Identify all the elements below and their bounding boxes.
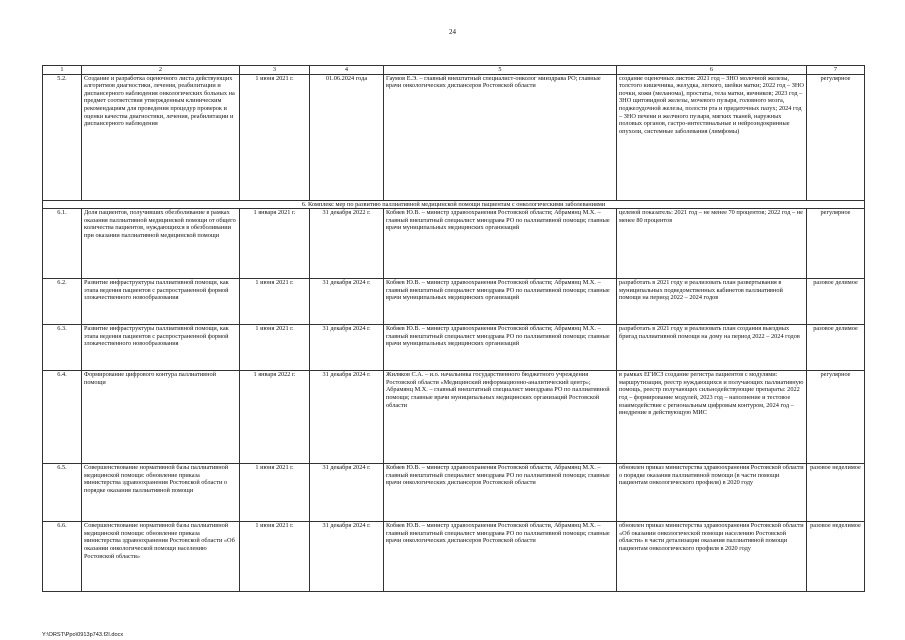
table-row	[43, 209, 865, 279]
end-date-cell: 31 декабря 2024 г.	[310, 464, 384, 522]
column-number: 7	[807, 66, 865, 75]
start-date-cell: 1 января 2021 г.	[240, 209, 310, 279]
row-number: 6.5.	[43, 464, 82, 522]
column-number: 6	[617, 66, 807, 75]
responsible-cell: Кобяев Ю.В. – министр здравоохранения Ростовской области, Абрамянц М.Х. – главный внештатный специалист минздрава РО по паллиативной помощи; главные врачи онкологических диспансеров Ростовской области	[384, 464, 617, 522]
end-date-cell: 31 декабря 2024 г.	[310, 371, 384, 464]
table-row	[43, 74, 865, 200]
result-cell: создание оценочных листов: 2021 год – ЗНО молочной железы, толстого кишечника, желудка, легкого, шейки матки; 2022 год – ЗНО почки, кожи (меланома), простаты, тела матки, яичников; 2023 год – ЗНО щитовидной железы, мочевого пузыря, головного мозга, поджелудочной железы, полости рта и придаточных пазух; 2024 год – ЗНО печени и желчного пузыря, мягких тканей, наружных половых органов, гастро-интестинальные и нейроэндокринные опухоли, системные заболевания (лимфомы)	[617, 74, 807, 200]
result-cell: обновлен приказ министерства здравоохранения Ростовской области «Об оказании онкологической помощи населению Ростовской области» в части детализации оказания паллиативной помощи пациентам онкологического профиля в 2020 году	[617, 522, 807, 592]
task-cell: Доля пациентов, получивших обезболивание в рамках оказания паллиативной медицинской помощи от общего количества пациентов, нуждающихся в обезболивании при оказании паллиативной медицинской помощи	[82, 209, 240, 279]
plan-table	[42, 65, 865, 592]
start-date-cell: 1 июня 2021 г.	[240, 74, 310, 200]
table-row	[43, 279, 865, 325]
type-cell: разовое неделимое	[807, 464, 865, 522]
task-cell: Создание и разработка оценочного листа действующих алгоритмов диагностики, лечения, реабилитации и диспансерного наблюдения онкологических больных на предмет соответствия утвержденным клиническим рекомендациям для проведения процедур проверок и оценки качества диагностики, лечения, реабилитации и диспансерного наблюдения	[82, 74, 240, 200]
column-number: 3	[240, 66, 310, 75]
task-cell: Развитие инфраструктуры паллиативной помощи, как этапа ведения пациентов с распространенной формой злокачественного новообразования	[82, 279, 240, 325]
responsible-cell: Кобяев Ю.В. – министр здравоохранения Ростовской области; Абрамянц М.Х. – главный внештатный специалист минздрава РО по паллиативной помощи; главные врачи муниципальных медицинских организаций	[384, 279, 617, 325]
responsible-cell: Гаумов Е.Э. – главный внештатный специалист-онколог минздрава РО; главные врачи онкологических диспансеров Ростовской области	[384, 74, 617, 200]
result-cell: разработать в 2021 году и реализовать план развертывания в муниципальных подведомственных кабинетов паллиативной помощи на период 2022 – 2024 годов	[617, 279, 807, 325]
start-date-cell: 1 июня 2021 г.	[240, 279, 310, 325]
table-row	[43, 522, 865, 592]
task-cell: Совершенствование нормативной базы паллиативной медицинской помощи: обновление приказа министерства здравоохранения Ростовской области о порядке оказания паллиативной помощи	[82, 464, 240, 522]
responsible-cell: Кобяев Ю.В. – министр здравоохранения Ростовской области; Абрамянц М.Х. – главный внештатный специалист минздрава РО по паллиативной помощи; главные врачи муниципальных медицинских организаций	[384, 325, 617, 371]
task-cell: Формирование цифрового контура паллиативной помощи	[82, 371, 240, 464]
column-number-row	[43, 66, 865, 75]
end-date-cell: 31 декабря 2024 г.	[310, 279, 384, 325]
end-date-cell: 01.06.2024 года	[310, 74, 384, 200]
end-date-cell: 31 декабря 2024 г.	[310, 325, 384, 371]
table-row	[43, 325, 865, 371]
type-cell: регулярное	[807, 74, 865, 200]
result-cell: целевой показатель: 2021 год – не менее 70 процентов; 2022 год – не менее 80 процентов	[617, 209, 807, 279]
table-row	[43, 464, 865, 522]
task-cell: Совершенствование нормативной базы паллиативной медицинской помощи: обновление приказа министерства здравоохранения Ростовской области «Об оказании онкологической помощи населению Ростовской области»	[82, 522, 240, 592]
type-cell: регулярное	[807, 371, 865, 464]
row-number: 5.2.	[43, 74, 82, 200]
responsible-cell: Кобяев Ю.В. – министр здравоохранения Ростовской области; Абрамянц М.Х. – главный внештатный специалист минздрава РО по паллиативной помощи; главные врачи муниципальных медицинских организаций	[384, 209, 617, 279]
row-number: 6.6.	[43, 522, 82, 592]
start-date-cell: 1 июня 2021 г.	[240, 522, 310, 592]
row-number: 6.3.	[43, 325, 82, 371]
type-cell: разовое неделимое	[807, 522, 865, 592]
responsible-cell: Жиляков С.А. – и.о. начальника государственного бюджетного учреждения Ростовской области «Медицинский информационно-аналитический центр»; Абрамянц М.Х. – главный внештатный специалист минздрава РО по паллиативной помощи; главные врачи муниципальных медицинских организаций Ростовской области	[384, 371, 617, 464]
result-cell: разработать в 2021 году и реализовать план создания выездных бригад паллиативной помощи на дому на период 2022 – 2024 годов	[617, 325, 807, 371]
page-number: 24	[449, 28, 456, 36]
end-date-cell: 31 декабря 2022 г.	[310, 209, 384, 279]
type-cell: регулярное	[807, 209, 865, 279]
section-row	[43, 200, 865, 209]
column-number: 5	[384, 66, 617, 75]
table-row	[43, 371, 865, 464]
row-number: 6.4.	[43, 371, 82, 464]
type-cell: разовое делимое	[807, 279, 865, 325]
file-path-footer: Y:\ORST\Ppo\0913p743.f2I.docx	[42, 632, 124, 638]
task-cell: Развитие инфраструктуры паллиативной помощи, как этапа ведения пациентов с распространенной формой злокачественного новообразования	[82, 325, 240, 371]
start-date-cell: 1 июня 2021 г.	[240, 325, 310, 371]
column-number: 2	[82, 66, 240, 75]
type-cell: разовое делимое	[807, 325, 865, 371]
row-number: 6.1.	[43, 209, 82, 279]
start-date-cell: 1 января 2022 г.	[240, 371, 310, 464]
responsible-cell: Кобяев Ю.В. – министр здравоохранения Ростовской области, Абрамянц М.Х. – главный внештатный специалист минздрава РО по паллиативной помощи; главные врачи онкологических диспансеров Ростовской области	[384, 522, 617, 592]
section-title: 6. Комплекс мер по развитию паллиативной медицинской помощи пациентам с онкологическими заболеваниями	[43, 200, 865, 209]
column-number: 1	[43, 66, 82, 75]
result-cell: в рамках ЕГИСЗ создание регистра пациентов с модулями: маршрутизация, реестр нуждающихся и получающих паллиативную помощь, реестр получающих сильнодействующие препараты: 2022 год – формирование модулей, 2023 год – наполнение и тестовое взаимодействие с региональным цифровым контуром, 2024 год – внедрение в действующую МИС	[617, 371, 807, 464]
result-cell: обновлен приказ министерства здравоохранения Ростовской области о порядке оказания паллиативной помощи (в части помощи пациентам онкологического профиля) в 2020 году	[617, 464, 807, 522]
row-number: 6.2.	[43, 279, 82, 325]
end-date-cell: 31 декабря 2024 г.	[310, 522, 384, 592]
column-number: 4	[310, 66, 384, 75]
start-date-cell: 1 июня 2021 г.	[240, 464, 310, 522]
